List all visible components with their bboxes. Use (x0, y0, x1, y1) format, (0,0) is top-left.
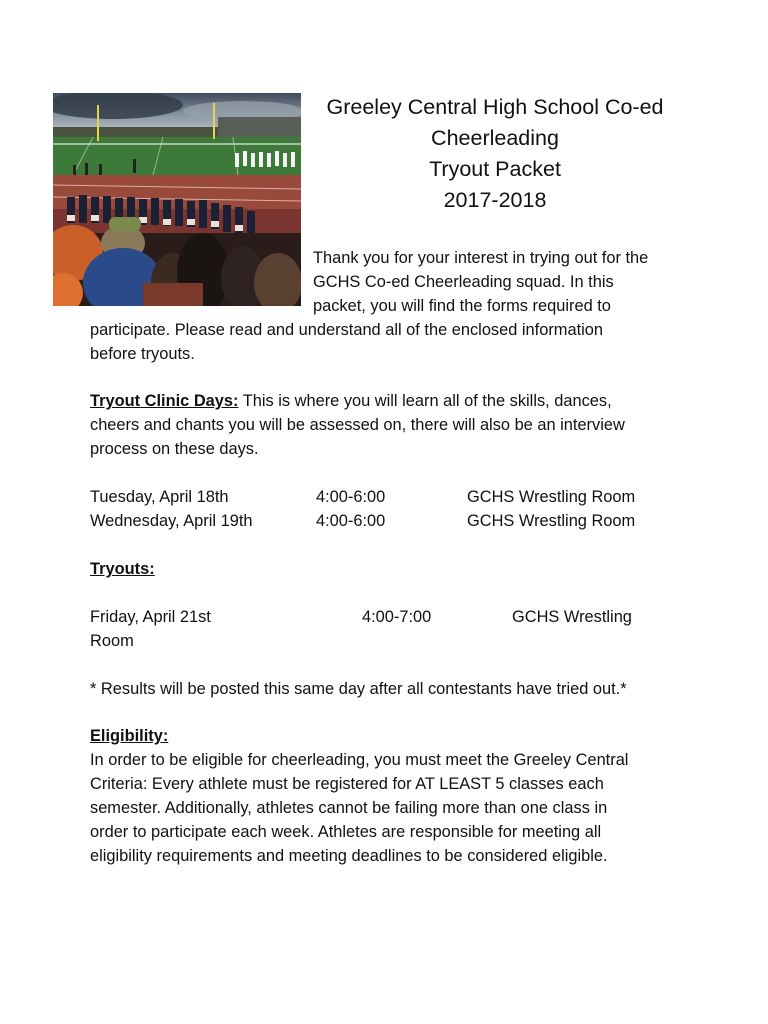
tryouts-time: 4:00-7:00 (362, 608, 432, 626)
schedule-time: 4:00-6:00 (316, 512, 386, 530)
clinic-line: cheers and chants you will be assessed on, there will also be an interview (90, 416, 625, 434)
schedule-time: 4:00-6:00 (316, 488, 386, 506)
schedule-day: Wednesday, April 19th (90, 512, 253, 530)
intro-paragraph-bottom (90, 318, 603, 366)
schedule-place: GCHS Wrestling Room (467, 488, 636, 506)
intro-line: participate. Please read and understand all of the enclosed information (90, 321, 603, 339)
eligibility-line: order to participate each week. Athletes are responsible for meeting all (90, 823, 602, 841)
clinic-first-line (90, 389, 625, 413)
eligibility-line: Criteria: Every athlete must be registered for AT LEAST 5 classes each (90, 775, 604, 793)
tryouts-day: Friday, April 21st (90, 608, 211, 626)
title-line: Cheerleading (431, 126, 559, 150)
intro-paragraph-top (313, 246, 648, 318)
tryouts-place: GCHS Wrestling (512, 608, 632, 626)
eligibility-section (90, 724, 628, 868)
schedule-place: GCHS Wrestling Room (467, 512, 636, 530)
title-line: 2017-2018 (443, 188, 547, 212)
intro-line: GCHS Co-ed Cheerleading squad. In this (313, 273, 614, 291)
eligibility-heading: Eligibility: (90, 727, 169, 745)
schedule-day: Tuesday, April 18th (90, 488, 229, 506)
clinic-line: process on these days. (90, 440, 259, 458)
cheerleading-photo (53, 93, 301, 306)
document-title (310, 92, 680, 216)
results-note: * Results will be posted this same day after all contestants have tried out.* (90, 680, 627, 698)
tryouts-heading: Tryouts: (90, 560, 155, 578)
eligibility-line: eligibility requirements and meeting deadlines to be considered eligible. (90, 847, 608, 865)
title-line: Tryout Packet (429, 157, 561, 181)
tryouts-place-continued: Room (90, 632, 134, 650)
title-line: Greeley Central High School Co-ed (326, 95, 664, 119)
eligibility-line: semester. Additionally, athletes cannot be failing more than one class in (90, 799, 608, 817)
intro-line: packet, you will find the forms required to (313, 297, 611, 315)
clinic-section (90, 389, 625, 461)
eligibility-line: In order to be eligible for cheerleading, you must meet the Greeley Central (90, 751, 629, 769)
intro-line: Thank you for your interest in trying out for the (313, 249, 649, 267)
clinic-heading: Tryout Clinic Days: (90, 392, 239, 410)
clinic-text: This is where you will learn all of the skills, dances, (238, 392, 612, 410)
intro-line: before tryouts. (90, 345, 195, 363)
